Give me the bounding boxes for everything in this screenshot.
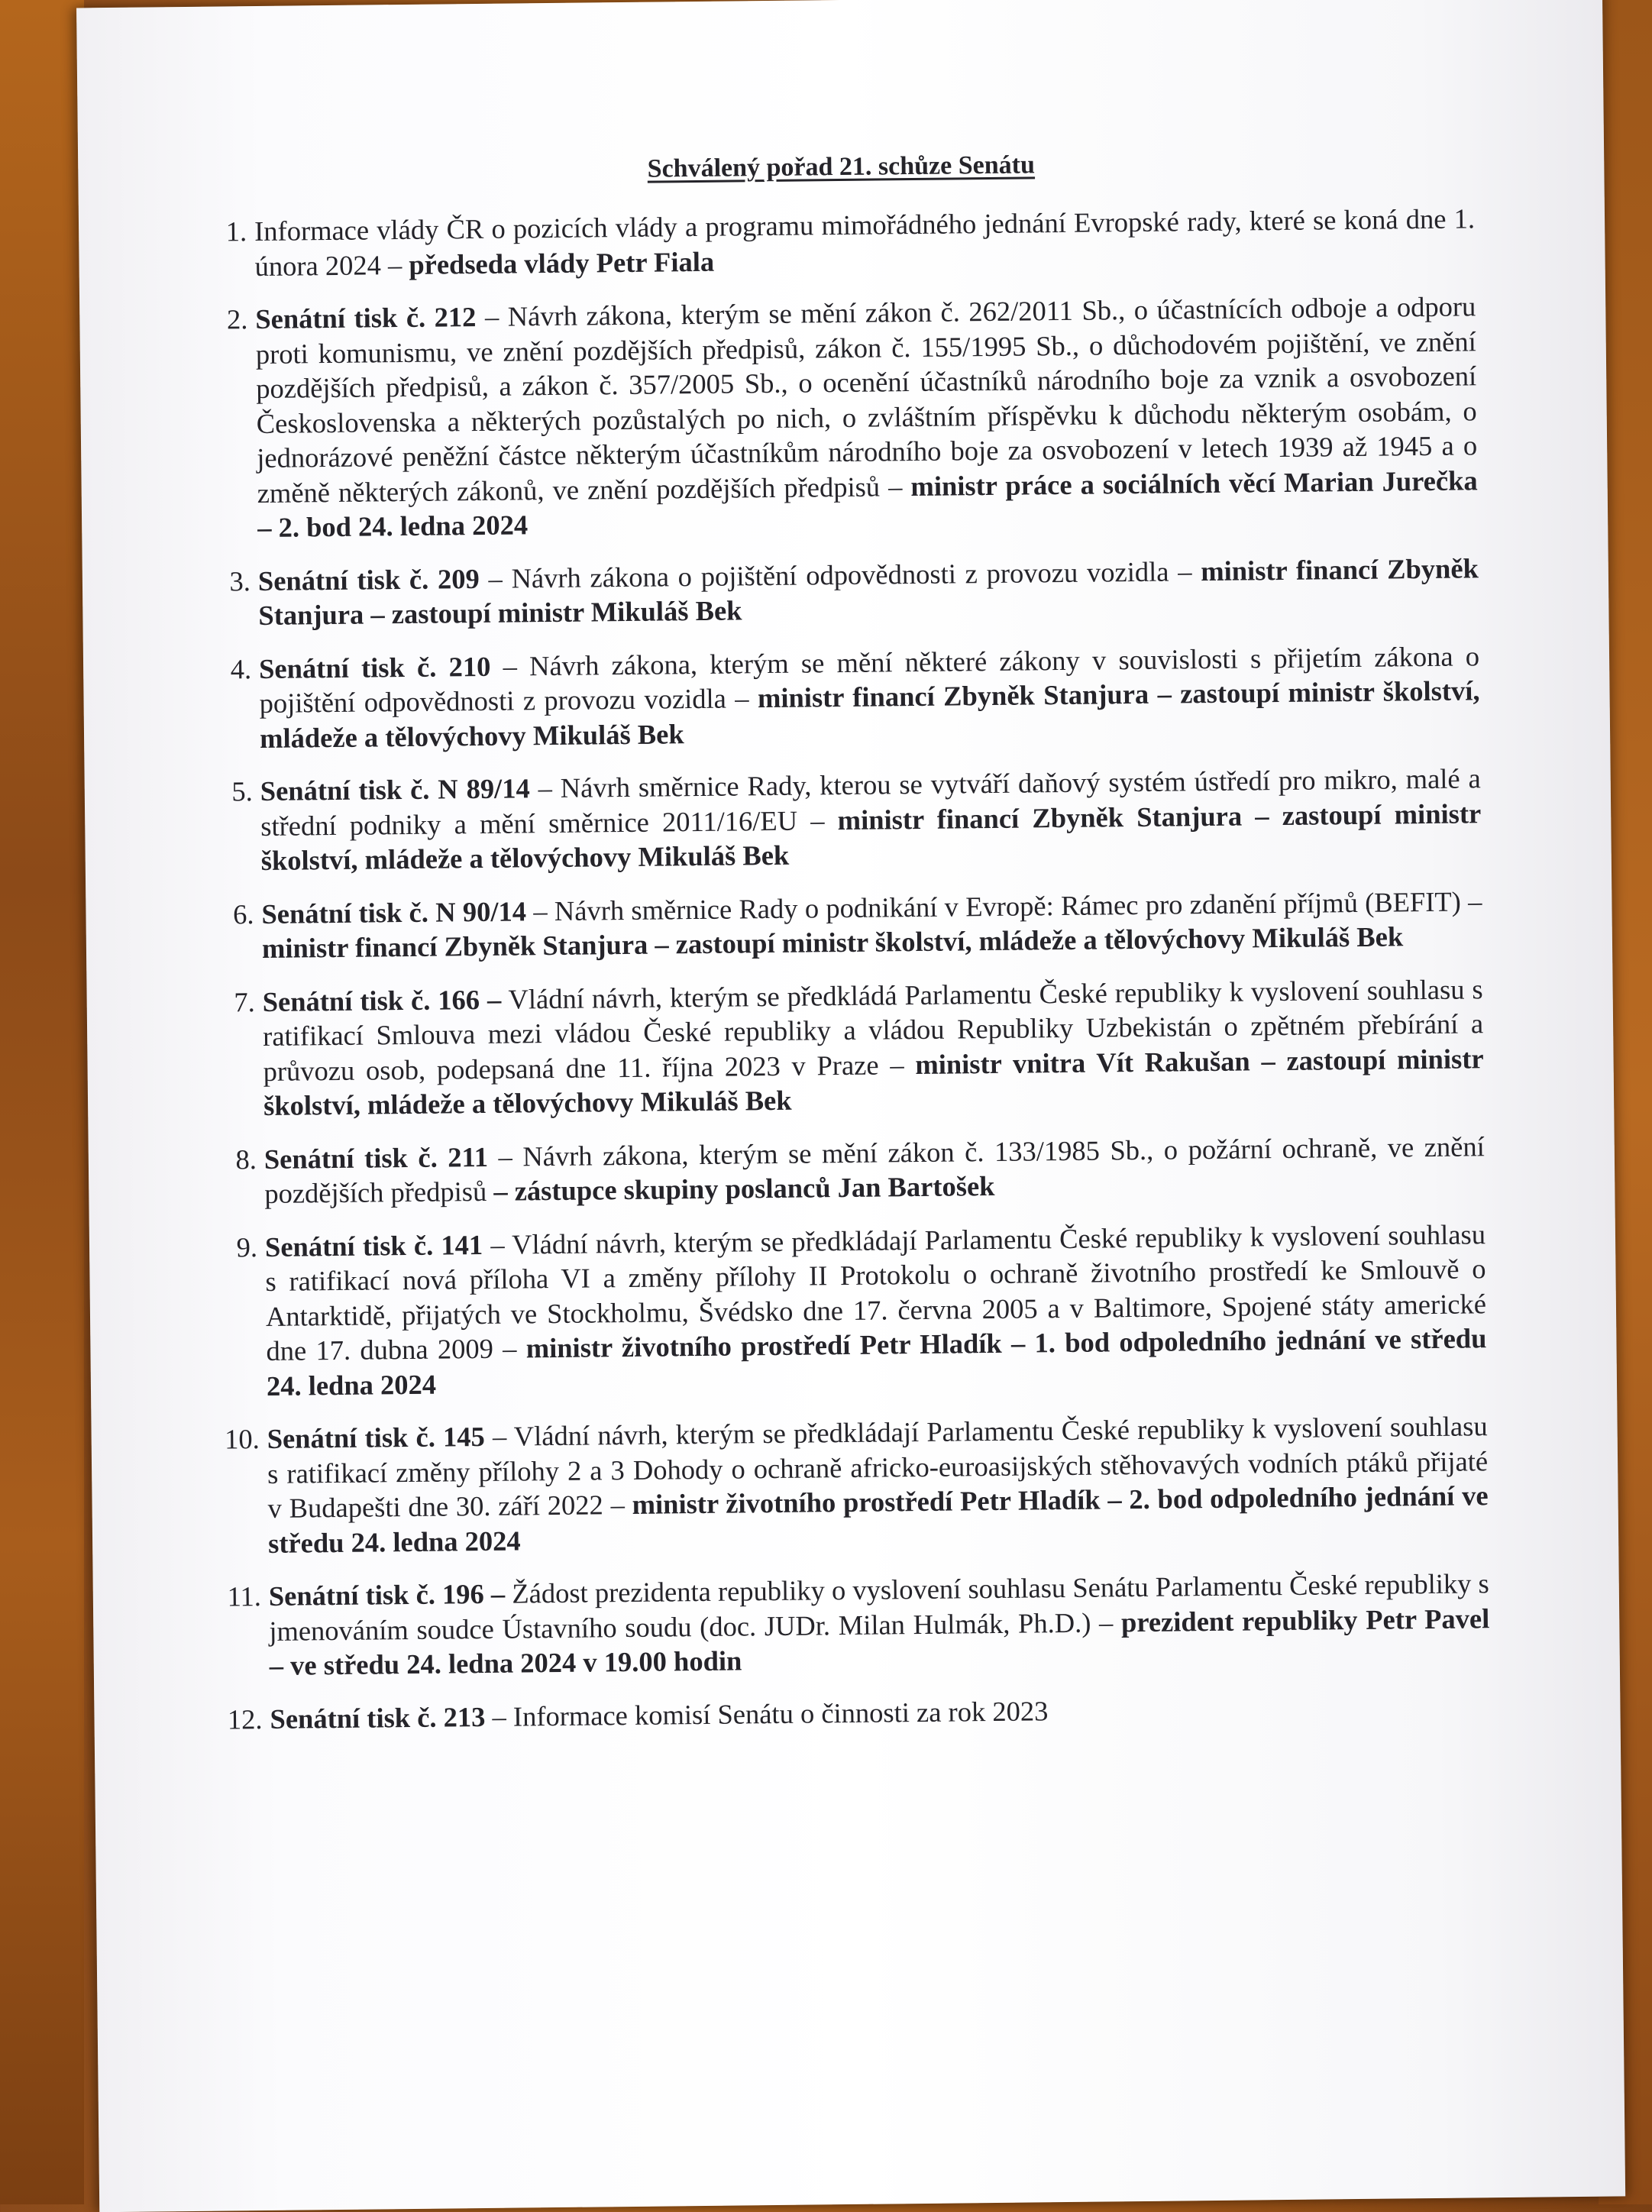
item-tisk: Senátní tisk č. 213 [270, 1700, 485, 1734]
item-tisk: Senátní tisk č. 212 [255, 301, 477, 335]
item-responsible: – zástupce skupiny poslanců Jan Bartošek [493, 1170, 995, 1207]
item-tisk: Senátní tisk č. 196 – [269, 1578, 506, 1612]
item-responsible: ministr vnitra Vít Rakušan – zastoupí ministr školství, mládeže a tělovýchovy Mikuláš Bek [263, 1043, 1484, 1121]
item-number: 5 . [176, 774, 253, 810]
item-text: – Návrh zákona, kterým se mění zákon č. 133/1985 Sb., o požární ochraně, ve znění pozdějších předpisů [264, 1130, 1485, 1209]
item-text: – Informace komisí Senátu o činnosti za rok 2023 [485, 1695, 1048, 1732]
agenda-item [258, 551, 1479, 633]
item-number: 6 . [177, 897, 254, 933]
desk-background-left [0, 0, 84, 2204]
item-responsible: ministr životního prostředí Petr Hladík – 2. bod odpoledního jednání ve středu 24. ledna 2024 [268, 1480, 1489, 1558]
item-responsible: ministr financí Zbyněk Stanjura – zastoupí ministr Mikuláš Bek [258, 552, 1479, 631]
agenda-item [262, 972, 1484, 1124]
agenda-item [267, 1408, 1489, 1560]
item-text: – Vládní návrh, kterým se předkládají Parlamentu České republiky k vyslovení souhlasu s ratifikací změny přílohy 2 a 3 Dohody o ochraně africko-euroasijských stěhovavých vodních ptáků přijaté v Budapešti dne 30. září 2022 – [267, 1410, 1488, 1524]
agenda-item [270, 1689, 1490, 1736]
item-text: – Návrh směrnice Rady, kterou se vytváří daňový systém ústředí pro mikro, malé a střední podniky a mění směrnice 2011/16/EU – [260, 762, 1481, 841]
item-responsible: předseda vlády Petr Fiala [409, 245, 714, 280]
item-number: 11 . [185, 1579, 261, 1615]
agenda-item [269, 1566, 1490, 1683]
agenda-item [255, 289, 1478, 545]
item-text: – Vládní návrh, kterým se předkládají Parlamentu České republiky k vyslovení souhlasu s ratifikací nová příloha VI a změny přílohy II Protokolu o ochraně životního prostředí ke Smlouvě o Antarktidě, přijatých ve Stockholmu, Švédsko dne 17. června 2005 a v Baltimore, Spojené státy americké dne 17. dubna 2009 – [265, 1218, 1486, 1366]
item-tisk: Senátní tisk č. 166 – [262, 983, 501, 1017]
agenda-item [254, 201, 1476, 283]
item-text: – Návrh zákona o pojištění odpovědnosti z provozu vozidla – [480, 555, 1201, 594]
item-tisk: Senátní tisk č. 209 [258, 562, 480, 596]
item-responsible: ministr práce a sociálních věcí Marian Jurečka – 2. bod 24. ledna 2024 [257, 464, 1478, 543]
item-number: 8 . [180, 1142, 257, 1178]
item-text: Vládní návrh, kterým se předkládá Parlamentu České republiky k vyslovení souhlasu s ratifikací Smlouva mezi vládou České republiky a vládou Republiky Uzbekistán o zpětném přebírání a průvozu osob, podepsaná dne 11. října 2023 v Praze – [263, 973, 1483, 1087]
document-title: Schválený pořad 21. schůze Senátu [78, 145, 1604, 190]
item-responsible: ministr financí Zbyněk Stanjura – zastoupí ministr školství, mládeže a tělovýchovy Mikuláš Bek [261, 797, 1482, 876]
item-number: 10 . [183, 1421, 259, 1457]
item-tisk: Senátní tisk č. 145 [267, 1421, 485, 1454]
item-responsible: ministr životního prostředí Petr Hladík – 1. bod odpoledního jednání ve středu 24. ledna 2024 [267, 1322, 1487, 1401]
agenda-item [261, 884, 1482, 966]
item-text: – Návrh zákona, kterým se mění některé zákony v souvislosti s přijetím zákona o pojištění odpovědnosti z provozu vozidla – [259, 640, 1479, 719]
item-responsible: ministr financí Zbyněk Stanjura – zastoupí ministr školství, mládeže a tělovýchovy Mikuláš Bek [262, 920, 1404, 964]
agenda-item [259, 639, 1480, 755]
agenda-list [254, 201, 1491, 1754]
item-text: Informace vlády ČR o pozicích vlády a programu mimořádného jednání Evropské rady, které se koná dne 1. února 2024 – [254, 202, 1475, 281]
item-text: Žádost prezidenta republiky o vyslovení souhlasu Senátu Parlamentu České republiky s jmenováním soudce Ústavního soudu (doc. JUDr. Milan Hulmák, Ph.D.) – [269, 1567, 1489, 1646]
item-number: 3 . [174, 564, 251, 600]
item-number: 7 . [178, 985, 254, 1020]
item-tisk: Senátní tisk č. N 89/14 [260, 772, 530, 807]
agenda-item [265, 1217, 1487, 1403]
item-number: 12 . [186, 1702, 262, 1738]
item-number: 2 . [171, 302, 247, 338]
item-text: – Návrh zákona, kterým se mění zákon č. 262/2011 Sb., o účastnících odboje a odporu proti komunismu, ve znění pozdějších předpisů, zákon č. 155/1995 Sb., o důchodovém pojištění, ve znění pozdějších předpisů, a zákon č. 357/2005 Sb., o ocenění účastníků národního boje za vznik a osvobození Československa a některých pozůstalých po nich, o zvláštním příspěvku k důchodu některým osobám, o jednorázové peněžní částce některým účastníkům národního boje za osvobození v letech 1939 až 1945 a o změně některých zákonů, ve znění pozdějších předpisů – [256, 290, 1478, 508]
item-number: 1 . [170, 214, 247, 250]
item-text: – Návrh směrnice Rady o podnikání v Evropě: Rámec pro zdanění příjmů (BEFIT) – [526, 885, 1482, 927]
item-number: 4 . [175, 652, 251, 687]
item-tisk: Senátní tisk č. 210 [259, 650, 491, 684]
item-tisk: Senátní tisk č. 141 [265, 1228, 483, 1262]
item-tisk: Senátní tisk č. N 90/14 [261, 895, 526, 930]
item-responsible: prezident republiky Petr Pavel – ve středu 24. ledna 2024 v 19.00 hodin [270, 1602, 1490, 1681]
agenda-item [264, 1129, 1486, 1211]
item-number: 9 . [181, 1230, 257, 1266]
item-tisk: Senátní tisk č. 211 [264, 1140, 489, 1174]
item-responsible: ministr financí Zbyněk Stanjura – zastoupí ministr školství, mládeže a tělovýchovy Mikuláš Bek [260, 674, 1480, 753]
paper-sheet [76, 0, 1625, 2212]
agenda-item [260, 761, 1482, 878]
